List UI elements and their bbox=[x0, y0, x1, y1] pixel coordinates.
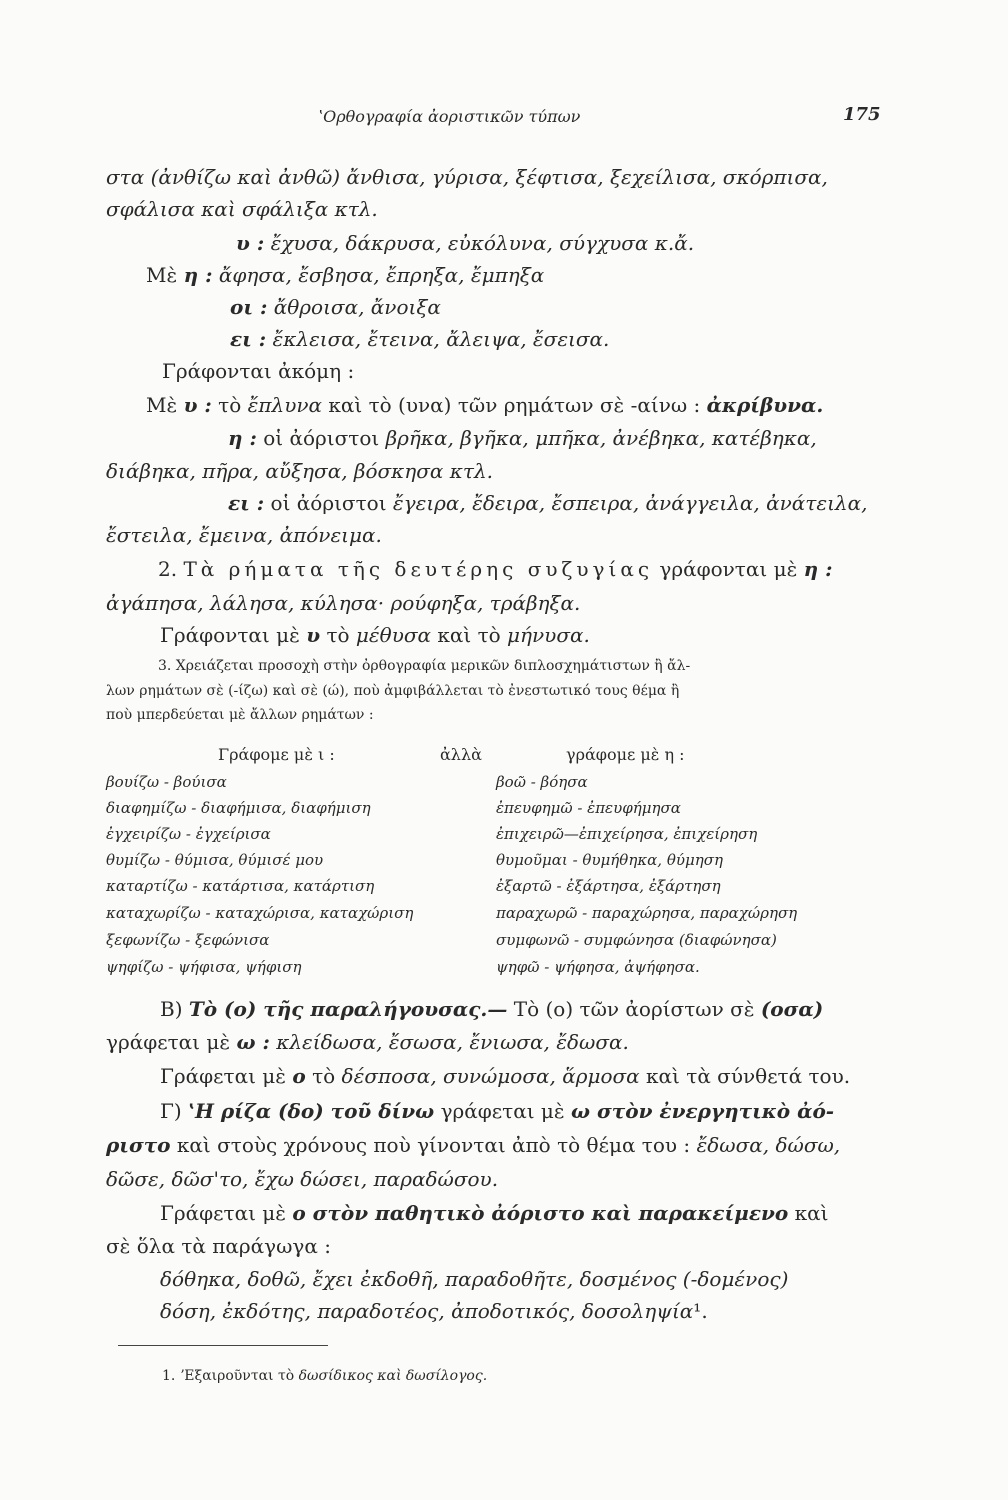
table-head-left: Γράφομε μὲ ι : bbox=[218, 745, 335, 764]
text-line: υ : ἔχυσα, δάκρυσα, εὐκόλυνα, σύγχυσα κ.ἄ. bbox=[236, 231, 695, 255]
table-cell-left: καταρτίζω - κατάρτισα, κατάρτιση bbox=[106, 877, 375, 895]
text-line: δῶσε, δῶσ'το, ἔχω δώσει, παραδώσου. bbox=[106, 1167, 499, 1191]
text-line: ἀγάπησα, λάλησα, κύλησα· ρούφηξα, τράβηξα. bbox=[106, 591, 581, 615]
table-head-mid: ἀλλὰ bbox=[440, 745, 482, 764]
section-b-heading: Β) Τὸ (ο) τῆς παραλήγουσας.— Τὸ (ο) τῶν ἀορίστων σὲ (οσα) bbox=[160, 997, 824, 1021]
text-line: Μὲ η : ἄφησα, ἔσβησα, ἔπρηξα, ἔμπηξα bbox=[146, 263, 545, 287]
table-cell-left: καταχωρίζω - καταχώρισα, καταχώριση bbox=[106, 904, 414, 922]
table-cell-left: βουίζω - βούισα bbox=[106, 773, 227, 791]
text-line: δόση, ἐκδότης, παραδοτέος, ἀποδοτικός, δοσοληψία¹. bbox=[160, 1299, 708, 1323]
text-line: στα (ἀνθίζω καὶ ἀνθῶ) ἄνθισα, γύρισα, ξέφτισα, ξεχείλισα, σκόρπισα, bbox=[106, 165, 828, 189]
table-cell-left: ξεφωνίζω - ξεφώνισα bbox=[106, 931, 270, 949]
text-line: Γράφονται μὲ υ τὸ μέθυσα καὶ τὸ μήνυσα. bbox=[160, 623, 590, 647]
text-line: Γράφονται ἀκόμη : bbox=[162, 359, 355, 383]
text-line: ει : οἱ ἀόριστοι ἔγειρα, ἔδειρα, ἔσπειρα, ἀνάγγειλα, ἀνάτειλα, bbox=[228, 491, 868, 515]
small-text-line: ποὺ μπερδεύεται μὲ ἄλλων ρημάτων : bbox=[106, 707, 374, 723]
text-line: η : οἱ ἀόριστοι βρῆκα, βγῆκα, μπῆκα, ἀνέβηκα, κατέβηκα, bbox=[228, 426, 817, 450]
footnote-rule bbox=[118, 1345, 328, 1346]
table-cell-right: βοῶ - βόησα bbox=[496, 773, 588, 791]
text-line: οι : ἄθροισα, ἄνοιξα bbox=[230, 295, 441, 319]
table-cell-right: θυμοῦμαι - θυμήθηκα, θύμηση bbox=[496, 851, 723, 869]
section-c-heading: Γ) ʽΗ ρίζα (δο) τοῦ δίνω γράφεται μὲ ω στὸν ἐνεργητικὸ ἀό- bbox=[160, 1099, 835, 1123]
small-text-line: 3. Χρειάζεται προσοχὴ στὴν ὀρθογραφία μερικῶν διπλοσχημάτιστων ἢ ἄλ- bbox=[158, 658, 691, 674]
table-cell-right: ἐξαρτῶ - ἐξάρτησα, ἐξάρτηση bbox=[496, 877, 721, 895]
table-cell-right: παραχωρῶ - παραχώρησα, παραχώρηση bbox=[496, 904, 798, 922]
small-text-line: λων ρημάτων σὲ (-ίζω) καὶ σὲ (ώ), ποὺ ἀμφιβάλλεται τὸ ἐνεστωτικό τους θέμα ἢ bbox=[106, 683, 680, 699]
text-line: Γράφεται μὲ ο στὸν παθητικὸ ἀόριστο καὶ παρακείμενο καὶ bbox=[160, 1201, 829, 1225]
table-cell-left: ψηφίζω - ψήφισα, ψήφιση bbox=[106, 958, 302, 976]
table-cell-right: ἐπιχειρῶ—ἐπιχείρησα, ἐπιχείρηση bbox=[496, 825, 758, 843]
text-line: διάβηκα, πῆρα, αὔξησα, βόσκησα κτλ. bbox=[106, 459, 493, 483]
text-line: ἔστειλα, ἔμεινα, ἀπόνειμα. bbox=[106, 523, 382, 547]
text-line: σὲ ὅλα τὰ παράγωγα : bbox=[106, 1234, 331, 1258]
table-cell-right: ψηφῶ - ψήφησα, ἀψήφησα. bbox=[496, 958, 700, 976]
footnote: 1. ʼΕξαιροῦνται τὸ δωσίδικος καὶ δωσίλογος. bbox=[162, 1368, 488, 1384]
table-cell-left: θυμίζω - θύμισα, θύμισέ μου bbox=[106, 851, 324, 869]
table-cell-left: ἐγχειρίζω - ἐγχείρισα bbox=[106, 825, 271, 843]
text-line: ριστο καὶ στοὺς χρόνους ποὺ γίνονται ἀπὸ τὸ θέμα του : ἔδωσα, δώσω, bbox=[106, 1133, 841, 1157]
running-header-title: ʽΟρθογραφία ἀοριστικῶν τύπων bbox=[318, 107, 581, 126]
page-number: 175 bbox=[843, 104, 881, 125]
text-line: γράφεται μὲ ω : κλείδωσα, ἔσωσα, ἔνιωσα, ἔδωσα. bbox=[106, 1030, 629, 1054]
text-line: Μὲ υ : τὸ ἔπλυνα καὶ τὸ (υνα) τῶν ρημάτων σὲ -αίνω : ἀκρίβυνα. bbox=[146, 393, 824, 417]
table-head-right: γράφομε μὲ η : bbox=[566, 745, 685, 764]
table-cell-right: ἐπευφημῶ - ἐπευφήμησα bbox=[496, 799, 681, 817]
text-line: ει : ἔκλεισα, ἔτεινα, ἄλειψα, ἔσεισα. bbox=[230, 327, 610, 351]
text-line: σφάλισα καὶ σφάλιξα κτλ. bbox=[106, 197, 378, 221]
text-line: δόθηκα, δοθῶ, ἔχει ἐκδοθῆ, παραδοθῆτε, δοσμένος (-δομένος) bbox=[160, 1267, 789, 1291]
text-line: Γράφεται μὲ ο τὸ δέσποσα, συνώμοσα, ἅρμοσα καὶ τὰ σύνθετά του. bbox=[160, 1064, 851, 1088]
table-cell-right: συμφωνῶ - συμφώνησα (διαφώνησα) bbox=[496, 931, 777, 949]
table-cell-left: διαφημίζω - διαφήμισα, διαφήμιση bbox=[106, 799, 371, 817]
text-line: 2. Τὰ ρήματα τῆς δευτέρης συζυγίας γράφονται μὲ η : bbox=[158, 557, 833, 581]
